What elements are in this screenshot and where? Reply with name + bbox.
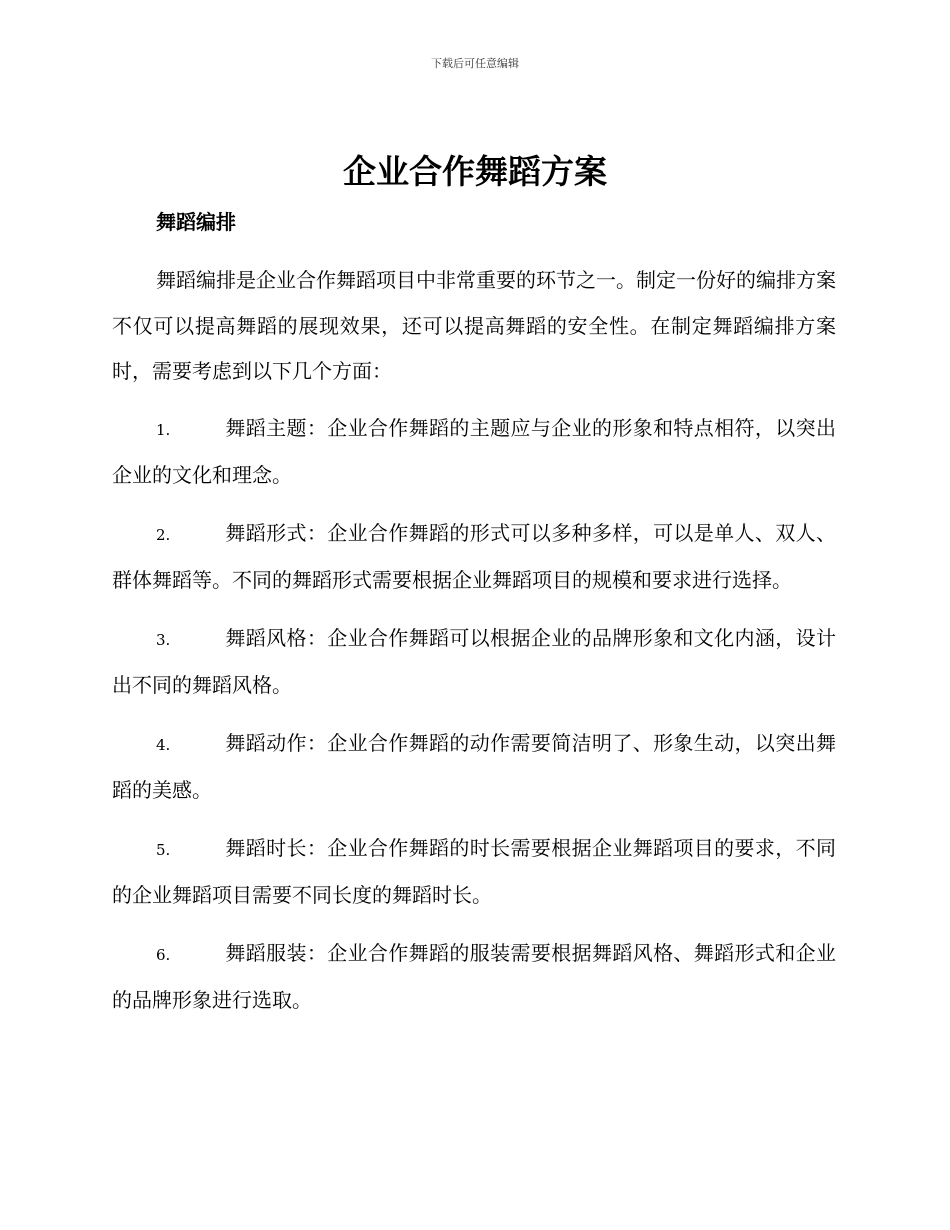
section-heading: 舞蹈编排 bbox=[156, 210, 236, 234]
aspect-list bbox=[112, 406, 836, 1024]
intro-paragraph: 舞蹈编排是企业合作舞蹈项目中非常重要的环节之一。制定一份好的编排方案不仅可以提高舞蹈的展现效果，还可以提高舞蹈的安全性。在制定舞蹈编排方案时，需要考虑到以下几个方面： bbox=[112, 268, 836, 383]
list-item-text: 舞蹈时长：企业合作舞蹈的时长需要根据企业舞蹈项目的要求，不同的企业舞蹈项目需要不同长度的舞蹈时长。 bbox=[112, 835, 836, 907]
list-item-number: 2. bbox=[156, 525, 171, 544]
list-item-text: 舞蹈动作：企业合作舞蹈的动作需要简洁明了、形象生动，以突出舞蹈的美感。 bbox=[112, 730, 836, 802]
list-item-number: 1. bbox=[156, 420, 171, 439]
list-item-number: 6. bbox=[156, 945, 171, 964]
list-item-text: 舞蹈主题：企业合作舞蹈的主题应与企业的形象和特点相符，以突出企业的文化和理念。 bbox=[112, 415, 836, 487]
list-item bbox=[112, 406, 836, 499]
list-item bbox=[112, 931, 836, 1024]
list-item-number: 4. bbox=[156, 735, 171, 754]
document-title: 企业合作舞蹈方案 bbox=[343, 152, 607, 191]
list-item-text: 舞蹈风格：企业合作舞蹈可以根据企业的品牌形象和文化内涵，设计出不同的舞蹈风格。 bbox=[112, 625, 836, 697]
list-item bbox=[112, 721, 836, 814]
header-note: 下载后可任意编辑 bbox=[431, 57, 519, 70]
list-item-text: 舞蹈形式：企业合作舞蹈的形式可以多种多样，可以是单人、双人、群体舞蹈等。不同的舞蹈形式需要根据企业舞蹈项目的规模和要求进行选择。 bbox=[112, 520, 836, 592]
list-item bbox=[112, 511, 836, 604]
list-item-number: 3. bbox=[156, 630, 171, 649]
list-item bbox=[112, 616, 836, 709]
list-item-text: 舞蹈服装：企业合作舞蹈的服装需要根据舞蹈风格、舞蹈形式和企业的品牌形象进行选取。 bbox=[112, 940, 836, 1012]
document-body bbox=[112, 258, 836, 1036]
list-item bbox=[112, 826, 836, 919]
list-item-number: 5. bbox=[156, 840, 171, 859]
